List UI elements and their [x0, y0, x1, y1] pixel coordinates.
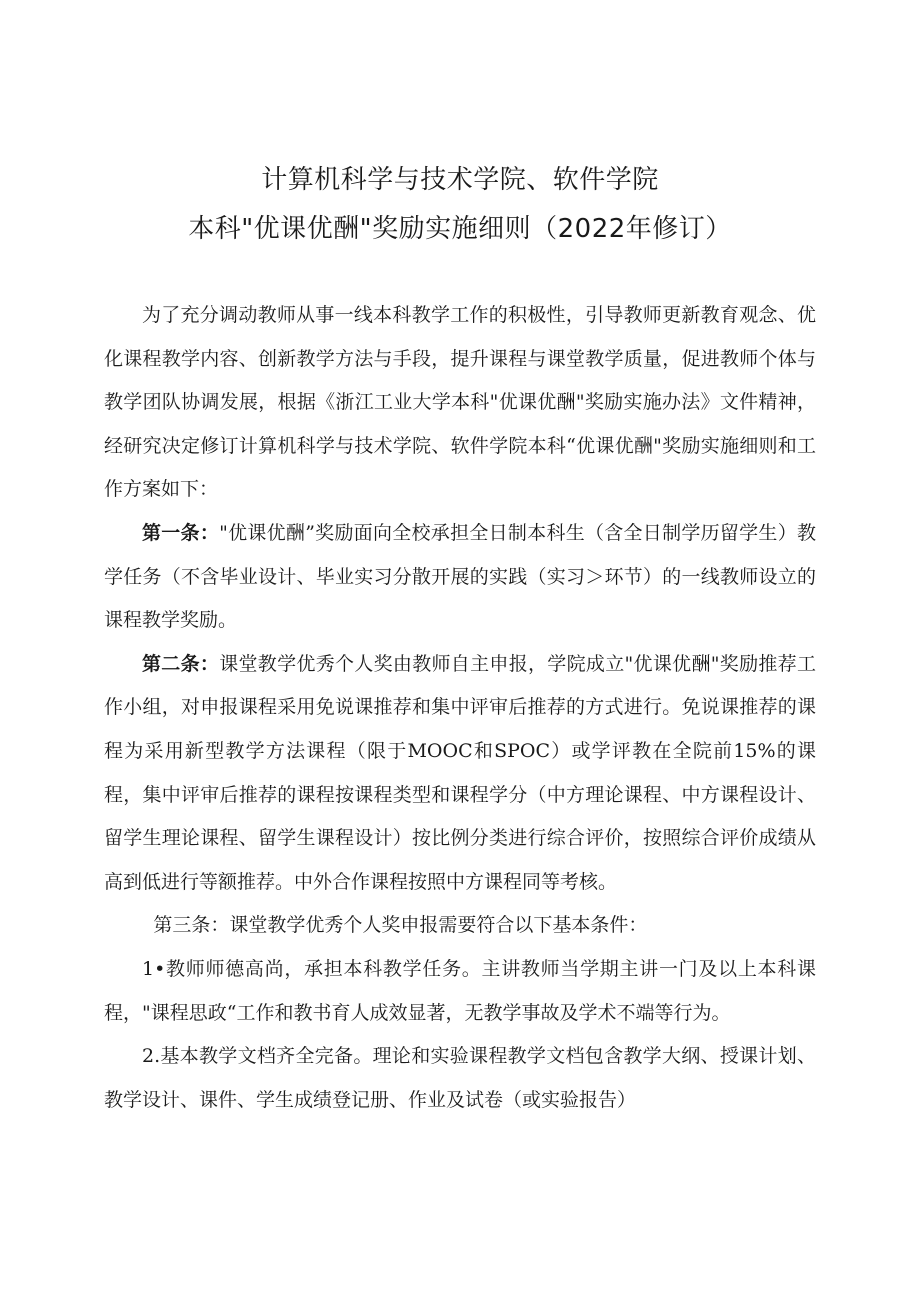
article-1-paragraph: [104, 512, 816, 643]
article-2-label: 第二条：: [142, 652, 220, 675]
document-title-line1: 计算机科学与技术学院、软件学院: [261, 165, 659, 195]
document-title-line2: 本科"优课优酬"奖励实施细则（2022年修订）: [188, 214, 732, 244]
condition-item-1: 1•教师师德高尚，承担本科教学任务。主讲教师当学期主讲一门及以上本科课程，"课程思政“工作和教书育人成效显著，无教学事故及学术不端等行为。: [104, 957, 816, 1024]
article-2-paragraph: [104, 643, 816, 905]
intro-paragraph: 为了充分调动教师从事一线本科教学工作的积极性，引导教师更新教育观念、优化课程教学内容、创新教学方法与手段，提升课程与课堂教学质量，促进教师个体与教学团队协调发展，根据《浙江工业大学本科"优课优酬"奖励实施办法》文件精神，经研究决定修订计算机科学与技术学院、软件学院本科“优课优酬"奖励实施细则和工作方案如下：: [104, 304, 816, 501]
article-2-text: 课堂教学优秀个人奖由教师自主申报，学院成立"优课优酬"奖励推荐工作小组，对申报课程采用免说课推荐和集中评审后推荐的方式进行。免说课推荐的课程为采用新型教学方法课程（限于MOOC和SPOC）或学评教在全院前15%的课程，集中评审后推荐的课程按课程类型和课程学分（中方理论课程、中方课程设计、留学生理论课程、留学生课程设计）按比例分类进行综合评价，按照综合评价成绩从高到低进行等额推荐。中外合作课程按照中方课程同等考核。: [104, 652, 816, 893]
article-1-label: 第一条：: [142, 521, 220, 544]
article-3-paragraph: 第三条：课堂教学优秀个人奖申报需要符合以下基本条件：: [153, 914, 648, 937]
condition-item-2: 2.基本教学文档齐全完备。理论和实验课程教学文档包含教学大纲、授课计划、教学设计、课件、学生成绩登记册、作业及试卷（或实验报告）: [104, 1045, 816, 1111]
document-body: [104, 294, 816, 1122]
article-1-text: "优课优酬”奖励面向全校承担全日制本科生（含全日制学历留学生）教学任务（不含毕业设计、毕业实习分散开展的实践（实习＞环节）的一线教师设立的课程教学奖励。: [104, 521, 816, 632]
